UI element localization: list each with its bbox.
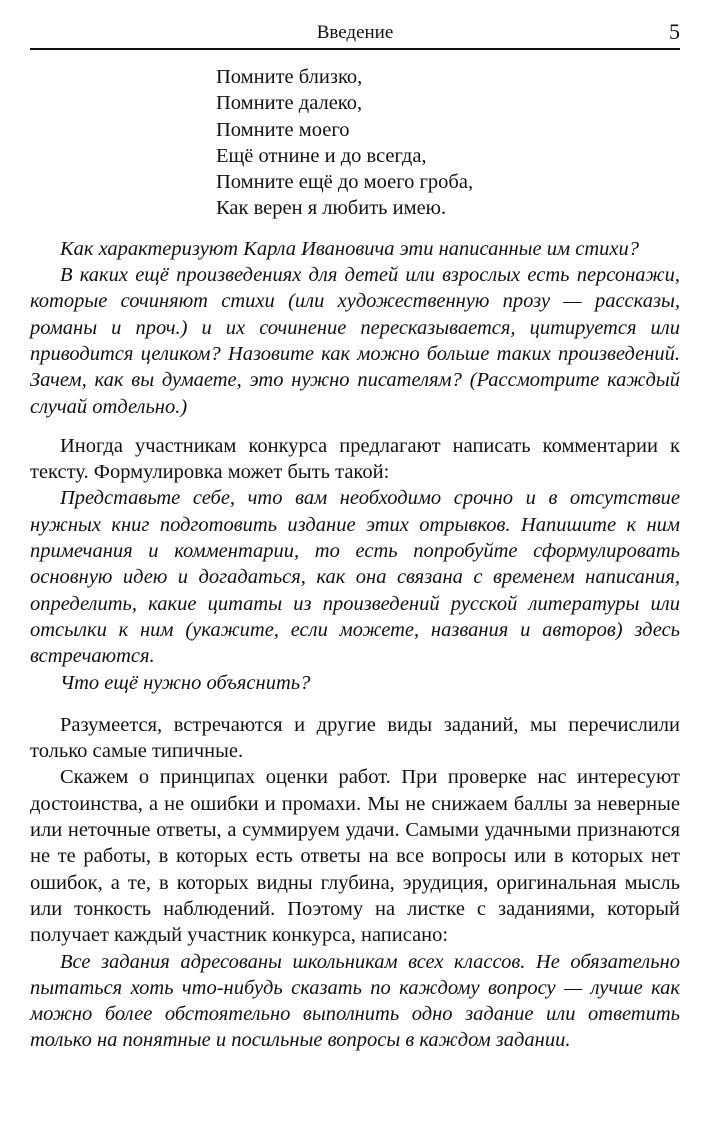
question-paragraph: Как характеризуют Карла Ивановича эти написанные им стихи? (60, 237, 639, 260)
poem-line: Ещё отнине и до всегда, (216, 144, 427, 167)
page-number: 5 (669, 19, 680, 44)
note-paragraph: Все задания адресованы школьникам всех классов. Не обязательно пытаться хоть что-нибудь сказать по каждому вопросу — лучше как можно более обстоятельно выполнить одно задание или ответить только на понятные и посильные вопросы в каждом задании. (30, 950, 680, 1052)
chapter-title: Введение (316, 22, 394, 43)
poem-line: Помните ещё до моего гроба, (216, 171, 474, 194)
poem-line: Помните близко, (216, 66, 363, 88)
task-paragraph: Представьте себе, что вам необходимо срочно и в отсутствие нужных книг подготовить издание этих отрывков. Напишите к ним примечания и комментарии, то есть попробуйте сформулировать основную идею и догадаться, как она связана с временем написания, определить, какие цитаты из произведений русской литературы или отсылки к ним (укажите, если можете, названия и авторов) здесь встречаются. (30, 487, 680, 668)
poem-line: Помните моего (216, 118, 350, 141)
task-paragraph: Что ещё нужно объяснить? (60, 671, 311, 694)
poem-line: Помните далеко, (216, 92, 363, 115)
body-paragraph: Скажем о принципах оценки работ. При проверке нас интересуют достоинства, а не ошибки и промахи. Мы не снижаем баллы за неверные или неточные ответы, а суммируем удачи. Самыми удачными признаются не те работы, в которых есть ответы на все вопросы или в которых нет ошибок, а те, в которых видны глубина, эрудиция, оригинальная мысль или тонкость наблюдений. Поэтому на листке с заданиями, который получает каждый участник конкурса, написано: (30, 766, 680, 947)
poem (216, 64, 680, 222)
body-paragraph: Разумеется, встречаются и другие виды заданий, мы перечислили только самые типичные. (30, 713, 680, 763)
poem-line: Как верен я любить имею. (216, 197, 447, 220)
running-header (30, 18, 680, 50)
question-paragraph: В каких ещё произведениях для детей или взрослых есть персонажи, которые сочиняют стихи (или художественную прозу — рассказы, романы и проч.) и их сочинение пересказывается, цитируется или приводится целиком? Назовите как можно больше таких произведений. Зачем, как вы думаете, это нужно писателям? (Рассмотрите каждый случай отдельно.) (30, 264, 680, 418)
body-paragraph: Иногда участникам конкурса предлагают написать комментарии к тексту. Формулировка может быть такой: (30, 434, 680, 484)
page-body (30, 64, 680, 1054)
